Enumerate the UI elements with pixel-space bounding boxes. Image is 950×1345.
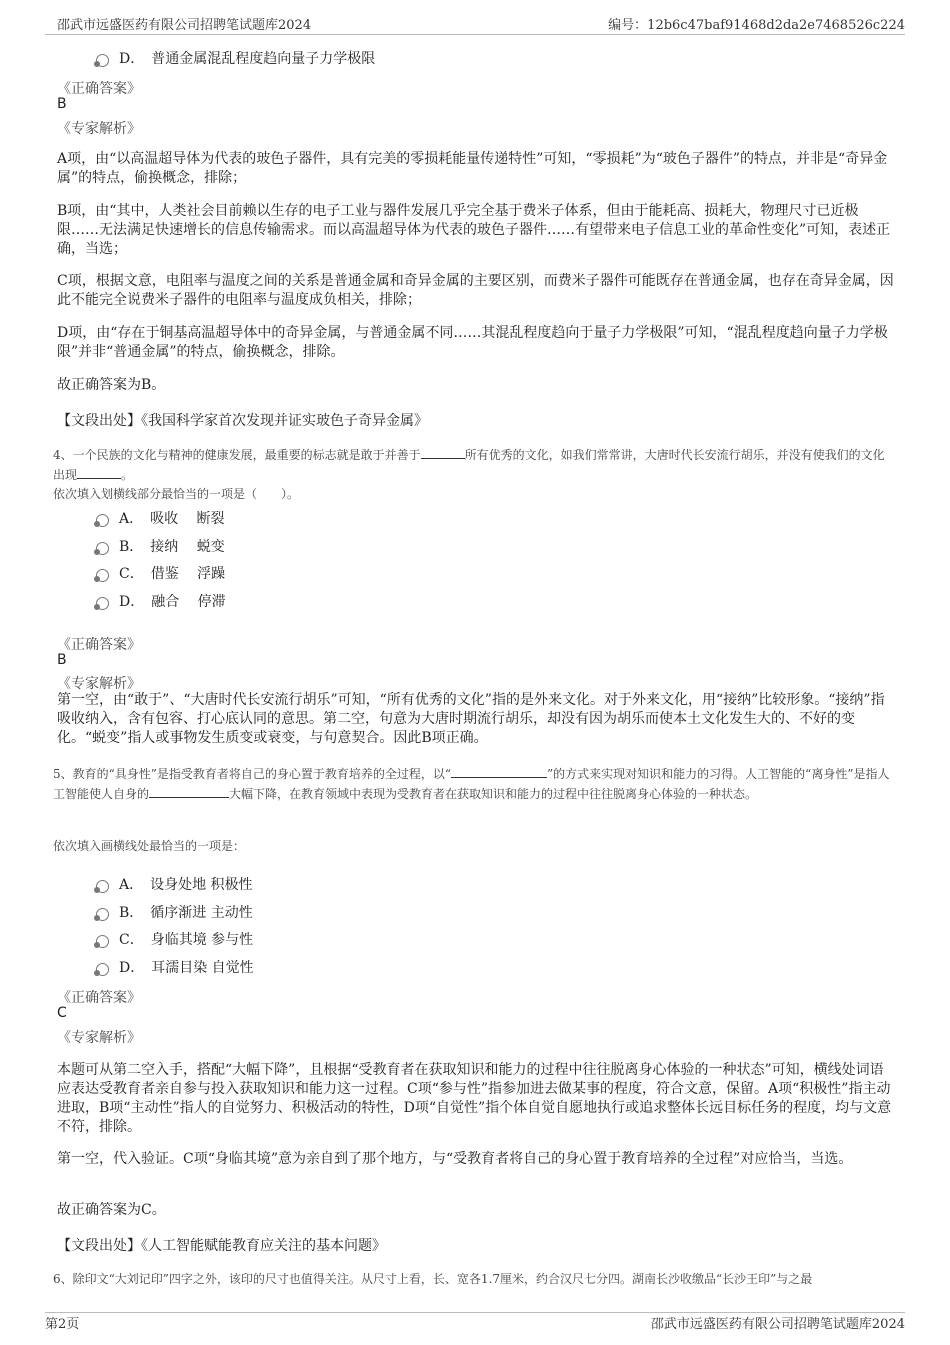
answer-label: 《正确答案》 bbox=[57, 637, 141, 653]
analysis-paragraph-c: C项，根据文意，电阻率与温度之间的关系是普通金属和奇异金属的主要区别，而费米子器件可能既存在普通金属，也存在奇异金属，因此不能完全说费米子器件的电阻率与温度成负相关，排除； bbox=[57, 273, 894, 308]
blank-line bbox=[77, 466, 121, 479]
option-label: D． 融合 停滞 bbox=[119, 594, 226, 610]
q4-option-b[interactable] bbox=[96, 536, 225, 556]
analysis-paragraph-d: D项，由“存在于铜基高温超导体中的奇异金属，与普通金属不同……其混乱程度趋向于量子力学极限”可知，“混乱程度趋向量子力学极限”并非“普通金属”的特点，偷换概念，排除。 bbox=[57, 325, 888, 360]
source-citation: 【文段出处】《我国科学家首次发现并证实玻色子奇异金属》 bbox=[57, 413, 428, 429]
option-label: B． 接纳 蜕变 bbox=[119, 539, 225, 555]
source-citation: 【文段出处】《人工智能赋能教育应关注的基本问题》 bbox=[57, 1238, 386, 1254]
q5-option-a[interactable] bbox=[96, 874, 253, 894]
header-divider bbox=[45, 34, 905, 35]
radio-icon[interactable] bbox=[96, 908, 109, 921]
analysis-label: 《专家解析》 bbox=[57, 1030, 141, 1046]
radio-icon[interactable] bbox=[96, 514, 109, 527]
prev-option-d[interactable] bbox=[96, 48, 375, 68]
radio-icon[interactable] bbox=[96, 935, 109, 948]
analysis-label: 《专家解析》 bbox=[57, 121, 141, 137]
option-label: C． 身临其境 参与性 bbox=[119, 932, 254, 948]
answer-label: 《正确答案》 bbox=[57, 990, 141, 1006]
q5-text-part: 5、教育的“具身性”是指受教育者将自己的身心置于教育培养的全过程，以“ bbox=[53, 767, 452, 781]
option-label: C． 借鉴 浮躁 bbox=[119, 566, 226, 582]
blank-line bbox=[451, 765, 547, 778]
radio-icon[interactable] bbox=[96, 569, 109, 582]
q4-text-part: 。 bbox=[121, 468, 134, 482]
q4-option-c[interactable] bbox=[96, 563, 225, 583]
q5-option-d[interactable] bbox=[96, 957, 254, 977]
q4-text-part: 4、一个民族的文化与精神的健康发展，最重要的标志就是敢于并善于 bbox=[53, 448, 421, 462]
radio-icon[interactable] bbox=[96, 963, 109, 976]
q5-text-part: 大幅下降，在教育领域中表现为受教育者在获取知识和能力的过程中往往脱离身心体验的一种状态。 bbox=[229, 787, 758, 801]
answer-value: B bbox=[57, 96, 67, 112]
radio-icon[interactable] bbox=[96, 542, 109, 555]
analysis-paragraph-b: B项，由“其中，人类社会目前赖以生存的电子工业与器件发展几乎完全基于费米子体系，但由于能耗高、损耗大，物理尺寸已近极限……无法满足快速增长的信息传输需求。而以高温超导体为代表的玻色子器件……有望带来电子信息工业的革命性变化”可知，表述正确，当选； bbox=[57, 203, 891, 257]
option-label: D． 耳濡目染 自觉性 bbox=[119, 960, 254, 976]
blank-line bbox=[149, 785, 229, 798]
footer-title: 邵武市远盛医药有限公司招聘笔试题库2024 bbox=[650, 1317, 905, 1332]
q5-option-b[interactable] bbox=[96, 902, 253, 922]
q5-text bbox=[53, 764, 895, 804]
header-title: 邵武市远盛医药有限公司招聘笔试题库2024 bbox=[57, 18, 312, 33]
answer-value: C bbox=[57, 1005, 67, 1021]
q4-analysis: 第一空，由“敢于”、“大唐时代长安流行胡乐”可知，“所有优秀的文化”指的是外来文化。对于外来文化，用“接纳”比较形象。“接纳”指吸收纳入，含有包容、打心底认同的意思。第二空，句意为大唐时期流行胡乐，却没有因为胡乐而使本土文化发生大的、不好的变化。“蜕变”指人或事物发生质变或衰变，与句意契合。因此B项正确。 bbox=[57, 692, 885, 746]
radio-icon[interactable] bbox=[96, 597, 109, 610]
q5-prompt: 依次填入画横线处最恰当的一项是： bbox=[53, 839, 246, 853]
q5-text-part: ”的方式来实现对知识和能力的习得。人工智能的“离身性”是指人工智能使人自身的 bbox=[53, 767, 890, 801]
blank-line bbox=[421, 446, 465, 459]
q4-prompt: 依次填入划横线部分最恰当的一项是（ ）。 bbox=[53, 487, 300, 501]
q5-option-c[interactable] bbox=[96, 929, 253, 949]
analysis-paragraph-a: A项，由“以高温超导体为代表的玻色子器件，具有完美的零损耗能量传递特性”可知，“零损耗”为“玻色子器件”的特点，并非是“奇异金属”的特点，偷换概念，排除； bbox=[57, 151, 888, 186]
q4-text bbox=[53, 445, 895, 485]
q5-analysis-paragraph-a: 本题可从第二空入手，搭配“大幅下降”，且根据“受教育者在获取知识和能力的过程中往往脱离身心体验的一种状态”可知，横线处词语应表达受教育者亲自参与投入获取知识和能力这一过程。C项“参与性”指参加进去做某事的程度，符合文意，保留。A项“积极性”指主动进取，B项“主动性”指人的自觉努力、积极活动的特性，D项“自觉性”指个体自觉自愿地执行或追求整体长远目标任务的程度，均与文意不符，排除。 bbox=[57, 1062, 892, 1135]
q4-option-d[interactable] bbox=[96, 591, 226, 611]
q6-text: 6、除印文“大刘记印”四字之外，该印的尺寸也值得关注。从尺寸上看，长、宽各1.7厘米，约合汉尺七分四。湖南长沙收缴品“长沙王印”与之最 bbox=[53, 1272, 813, 1286]
q4-text-part: 所有优秀的文化，如我们常常讲，大唐时代长安流行胡乐，并没有使我们的文化出现 bbox=[53, 448, 885, 482]
header-doc-id: 编号：12b6c47baf91468d2da2e7468526c224 bbox=[608, 18, 905, 33]
page-number: 第2页 bbox=[45, 1317, 80, 1332]
radio-icon[interactable] bbox=[96, 880, 109, 893]
option-label: A． 吸收 断裂 bbox=[119, 511, 225, 527]
q5-analysis-conclusion: 故正确答案为C。 bbox=[57, 1202, 166, 1218]
analysis-conclusion: 故正确答案为B。 bbox=[57, 377, 166, 393]
q5-analysis-paragraph-b: 第一空，代入验证。C项“身临其境”意为亲自到了那个地方，与“受教育者将自己的身心置于教育培养的全过程”对应恰当，当选。 bbox=[57, 1151, 853, 1167]
option-label: A． 设身处地 积极性 bbox=[119, 877, 253, 893]
option-label: D． 普通金属混乱程度趋向量子力学极限 bbox=[119, 51, 376, 67]
analysis-label: 《专家解析》 bbox=[57, 676, 141, 692]
answer-value: B bbox=[57, 652, 67, 668]
answer-label: 《正确答案》 bbox=[57, 81, 141, 97]
q4-option-a[interactable] bbox=[96, 508, 225, 528]
radio-icon[interactable] bbox=[96, 54, 109, 67]
option-label: B． 循序渐进 主动性 bbox=[119, 905, 253, 921]
